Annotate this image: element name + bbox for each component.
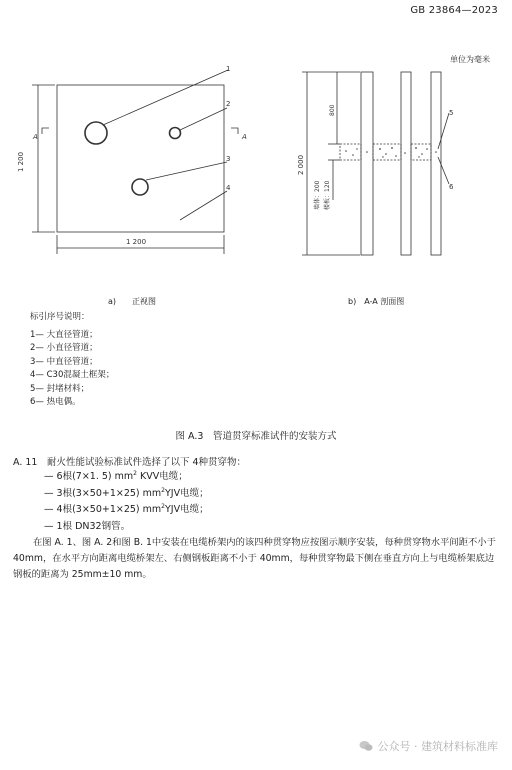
dim-wall: 墙体：200 (314, 180, 321, 210)
legend-item: 5— 封堵材料； (30, 383, 90, 394)
wall-right (431, 72, 441, 255)
legend-item: 6— 热电偶。 (30, 397, 81, 407)
legend-item: 3— 中直径管道； (30, 356, 98, 367)
caption-a: a) 正视图 (108, 297, 157, 306)
section-mark-right: A (242, 133, 247, 141)
large-pipe (85, 122, 107, 144)
sealant-left (340, 144, 361, 160)
medium-pipe (132, 179, 148, 195)
legend-title: 标引序号说明： (30, 312, 90, 322)
standard-number: GB 23864—2023 (410, 5, 498, 16)
wechat-icon (359, 739, 373, 753)
dim-floor: 楼板：120 (324, 180, 331, 210)
cable-item: — 6根(7×1. 5) $mm^2$ KVV电缆； (44, 469, 188, 482)
dim-total: 2 000 (297, 154, 305, 175)
wall-mid (401, 72, 411, 255)
callout-3: 3 (226, 155, 231, 163)
callout-5: 5 (449, 109, 454, 117)
watermark: 公众号 · 建筑材料标准库 (359, 738, 499, 754)
callout-4: 4 (226, 184, 231, 192)
wall-left (361, 72, 373, 255)
legend-item: 1— 大直径管道； (30, 329, 98, 340)
dim-height: 1 200 (17, 151, 25, 172)
caption-b: b) A-A 剖面图 (348, 297, 405, 306)
legend-item: 2— 小直径管道； (30, 343, 98, 353)
section-mark-left: A (33, 133, 38, 141)
legend-item: 4— C30混凝土框架； (30, 370, 115, 380)
figure-drawing (0, 60, 512, 310)
cable-item: — 3根(3×50+1×25) $mm^2YJV$电缆； (44, 486, 209, 499)
small-pipe (170, 128, 181, 139)
pipe-item: — 1根 DN32钢管。 (44, 521, 131, 532)
callout-6: 6 (449, 183, 454, 191)
callout-2: 2 (226, 100, 231, 108)
legend (30, 311, 114, 410)
body-paragraph: 在图 A. 1、图 A. 2和图 B. 1中安装在电缆桥架内的该四种贯穿物应按图示顺序安装，每种贯穿物水平间距不小于 40mm，在水平方向距离电缆桥架左、右侧钢板距离不小于 40mm，每种贯穿物最下侧在垂直方向上与电缆桥架底边钢板的距离为 25mm±10 mm。 (13, 537, 496, 580)
cable-item: — 4根(3×50+1×25) $mm^2YJV$电缆； (44, 502, 209, 515)
dim-top: 800 (329, 104, 336, 116)
unit-note: 单位为毫米 (450, 55, 490, 64)
figure-title: 图 A.3 管道贯穿标准试件的安装方式 (175, 431, 337, 442)
callout-1: 1 (226, 65, 231, 73)
front-panel (57, 85, 224, 232)
section-heading: A. 11 耐火性能试验标准试件选择了以下 4种贯穿物： (13, 457, 247, 468)
dim-width: 1 200 (126, 238, 147, 246)
